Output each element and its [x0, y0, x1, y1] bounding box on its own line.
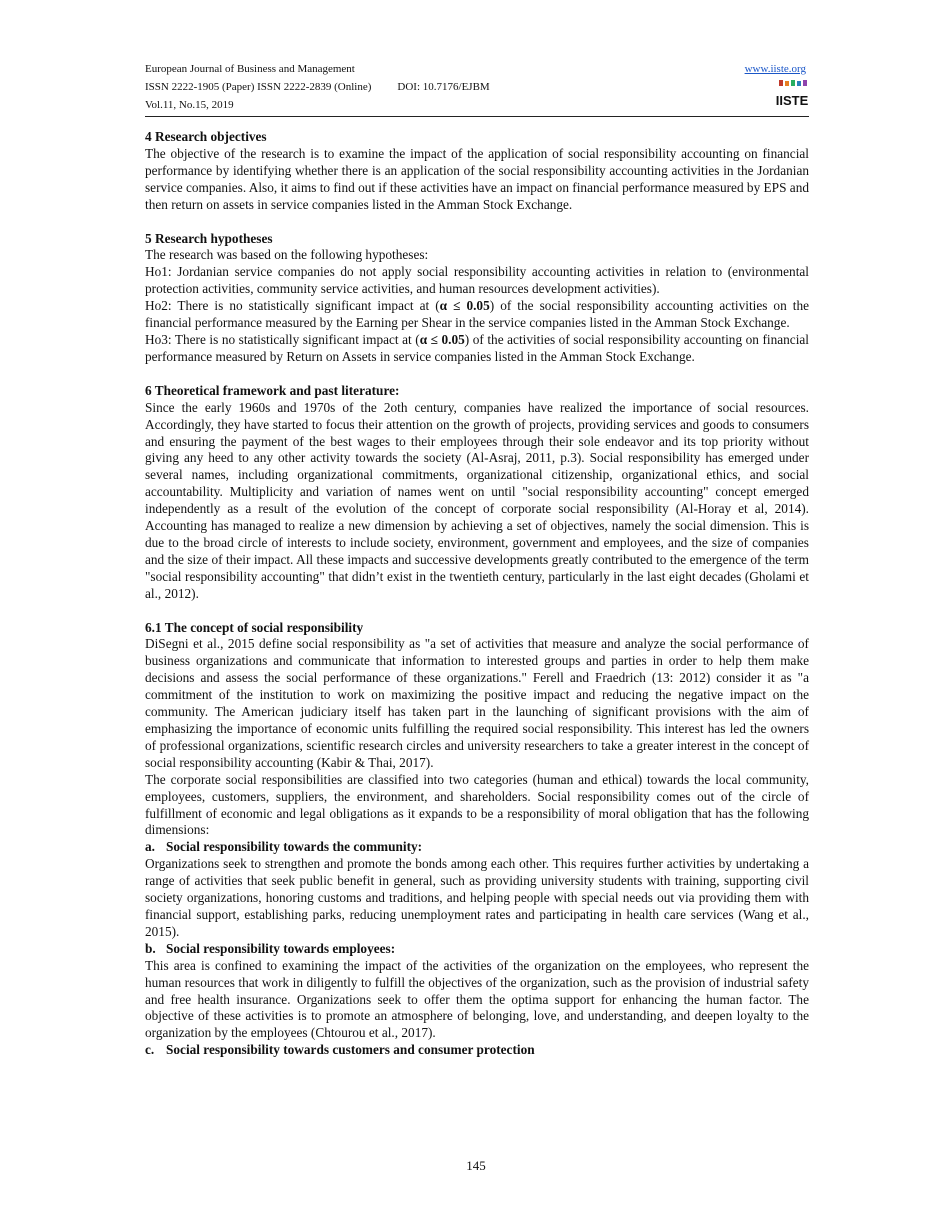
- subsection-a-heading: a. Social responsibility towards the community:: [145, 839, 423, 855]
- section-6-heading: 6 Theoretical framework and past literature:: [145, 382, 400, 398]
- section-4-paragraph: The objective of the research is to examine the impact of the application of social responsibility accounting on financial performance by identifying whether there is an application of the social responsibility accounting activities in the Jordanian service companies. Also, it aims to find out if these activities have an impact on financial performance measured by EPS and then return on assets in service companies listed in the Amman Stock Exchange.: [145, 145, 809, 212]
- article-body: [145, 129, 809, 1059]
- section-5-heading: 5 Research hypotheses: [145, 230, 273, 246]
- subsection-b-heading: b. Social responsibility towards employees:: [145, 940, 396, 956]
- subsection-a-paragraph: Organizations seek to strengthen and promote the bonds among each other. This requires further activities by undertaking a range of activities that seek public benefit in general, such as providing university students with training, supporting civil society organizations, honoring customs and traditions, and helping people with special needs out via providing them with financial support, establishing parks, reducing unemployment rates and participating in health care services (Wang et al., 2015).: [145, 856, 809, 939]
- subsection-b-paragraph: This area is confined to examining the impact of the activities of the organization on the employees, who represent the human resources that work in diligently to fulfill the objectives of the organization, such as the provision of industrial safety and free health insurance. Organizations seek to offer them the optima support for enhancing the human factor. The objective of these activities is to promote an atmosphere of belonging, love, and understanding, and deepen loyalty to the organization by the employees (Chtourou et al., 2017).: [145, 957, 809, 1041]
- hypotheses-intro: The research was based on the following hypotheses:: [145, 247, 429, 263]
- hypothesis-1: Ho1: Jordanian service companies do not apply social responsibility accounting activities in relation to (environmental protection activities, community service activities, and human resources development activities).: [145, 264, 809, 297]
- subsection-c-heading: c. Social responsibility towards customers and consumer protection: [145, 1042, 535, 1058]
- iiste-logo: [776, 80, 808, 110]
- volume-info: Vol.11, No.15, 2019: [145, 99, 234, 111]
- issn-line: [145, 80, 490, 94]
- issn: ISSN 2222-1905 (Paper) ISSN 2222-2839 (Online): [145, 81, 372, 93]
- hypothesis-3: Ho3: There is no statistically significant impact at (α ≤ 0.05) of the activities of social responsibility accounting on financial performance measured by Return on Assets in service companies listed in the Amman Stock Exchange.: [145, 331, 809, 364]
- header-divider: [145, 116, 809, 117]
- section-6-1-paragraph-1: DiSegni et al., 2015 define social responsibility as "a set of activities that measure and analyze the social performance of business organizations and communicate that information to interested groups and parties in order to help them make decisions and assess the social performance of these organizations." Ferell and Fraedrich (13: 2012) consider it as "a commitment of the institution to work on maximizing the positive impact and reducing the negative impact on the community. The American judiciary itself has taken part in the launching of significant provisions with the aim of emphasizing the importance of economic units fulfilling the required social responsibility. This interest has led the owners of professional organizations, scientific research circles and university researchers to take a greater interest in the concept of social responsibility accounting (Kabir & Thai, 2017).: [145, 636, 809, 770]
- page-number: 145: [466, 1158, 486, 1173]
- significance-level: α ≤ 0.05: [439, 298, 490, 314]
- section-6-paragraph: Since the early 1960s and 1970s of the 2oth century, companies have realized the importance of social resources. Accordingly, they have started to focus their attention on the growth of projects, providing services and goods to consumers and ensuring the payment of the best wages to their employees through their sole endeavor and its top priority without giving any heed to any other activity towards the society (Al-Asraj, 2011, p.3). Social responsibility has emerged under several names, including organizational commitments, organizational citizenship, organizational ethics, and social accountability. Multiplicity and variation of names went on until "social responsibility accounting" concept emerged independently as a result of the evolution of the concept of corporate social responsibility (Al-Horay et al, 2014). Accounting has managed to realize a new dimension by achieving a set of objectives, namely the social dimension. This is due to the broad circle of interests to include society, environment, government and employees, and the size of companies and the size of their impact. All these impacts and successive developments greatly contributed to the emergence of the term "social responsibility accounting" that didn’t exist in the twentieth century, particularly in the last eight decades (Gholami et al., 2012).: [145, 399, 809, 601]
- doi: DOI: 10.7176/EJBM: [397, 81, 490, 93]
- website-link[interactable]: www.iiste.org: [744, 63, 806, 75]
- section-6-1-heading: 6.1 The concept of social responsibility: [145, 619, 364, 635]
- logo-text: IISTE: [776, 93, 808, 108]
- significance-level: α ≤ 0.05: [419, 331, 465, 347]
- hypothesis-2: Ho2: There is no statistically significant impact at (α ≤ 0.05) of the social responsibility accounting activities on the financial performance measured by the Earning per Shear in the service companies listed in the Amman Stock Exchange.: [145, 298, 810, 331]
- section-4-heading: 4 Research objectives: [145, 129, 267, 144]
- section-6-1-paragraph-2: The corporate social responsibilities are classified into two categories (human and ethical) towards the local community, employees, customers, suppliers, the environment, and shareholders. Social responsibility comes out of the circle of fulfillment of economic and legal obligations as it expands to be a responsibility of moral obligation that has the following dimensions:: [145, 771, 809, 838]
- journal-title: European Journal of Business and Management: [145, 63, 355, 75]
